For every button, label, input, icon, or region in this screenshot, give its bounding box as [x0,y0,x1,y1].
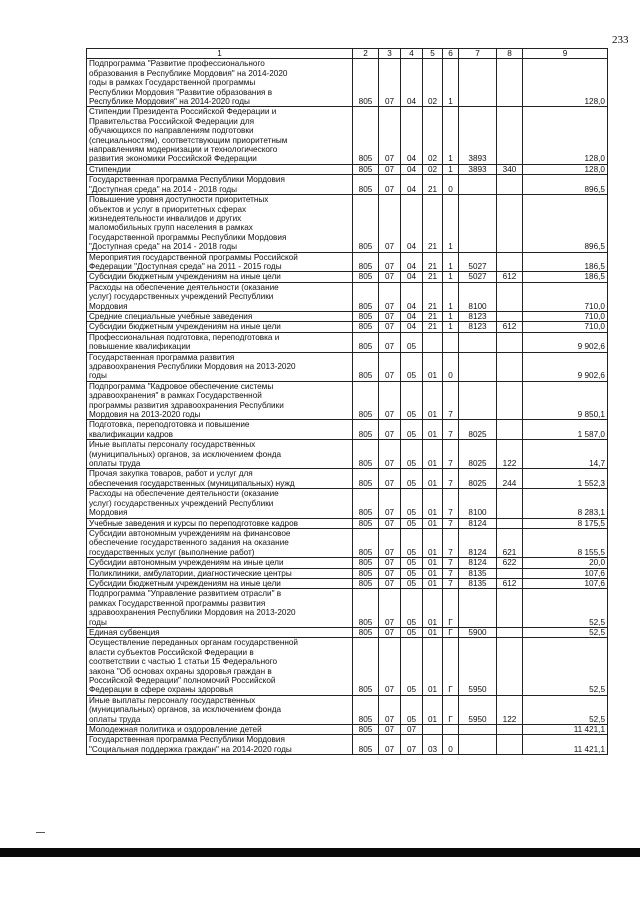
subprogram-code-cell: 7 [443,528,459,557]
column-header-3: 3 [379,49,401,59]
section-code-cell: 07 [379,332,401,352]
subsection-code-cell: 05 [401,332,423,352]
subprogram-code-cell: 1 [443,311,459,321]
subsection-code-cell: 05 [401,489,423,518]
ministry-code-cell: 805 [353,322,379,332]
subsection-code-cell: 05 [401,578,423,588]
target-code-cell [459,175,497,195]
table-row [87,589,608,628]
program-code-cell: 01 [423,518,443,528]
amount-cell: 9 850,1 [523,381,608,420]
subprogram-code-cell: Г [443,627,459,637]
section-code-cell: 07 [379,627,401,637]
amount-cell: 710,0 [523,322,608,332]
target-code-cell: 8100 [459,489,497,518]
expense-type-code-cell [497,282,523,311]
item-name-cell: Осуществление переданных органам государственной власти субъектов Российской Федерации в соответствии с частью 1 статьи 15 Федерального закона "Об основах охраны здоровья граждан в Российской Федерации" полномочий Российской Федерации в сфере охраны здоровья [87,638,353,695]
target-code-cell [459,735,497,755]
amount-cell: 52,5 [523,638,608,695]
amount-cell: 107,6 [523,568,608,578]
ministry-code-cell: 805 [353,725,379,735]
subsection-code-cell: 05 [401,638,423,695]
expense-type-code-cell [497,489,523,518]
ministry-code-cell: 805 [353,638,379,695]
header-row [87,49,608,59]
amount-cell: 20,0 [523,558,608,568]
program-code-cell [423,332,443,352]
amount-cell: 896,5 [523,195,608,252]
item-name-cell: Молодежная политика и оздоровление детей [87,725,353,735]
table-row [87,282,608,311]
section-code-cell: 07 [379,164,401,174]
subprogram-code-cell: 7 [443,568,459,578]
subprogram-code-cell: Г [443,695,459,724]
subprogram-code-cell: 1 [443,195,459,252]
amount-cell: 107,6 [523,578,608,588]
expense-type-code-cell [497,589,523,628]
column-header-6: 6 [443,49,459,59]
subprogram-code-cell: Г [443,638,459,695]
table-row [87,164,608,174]
expense-type-code-cell: 340 [497,164,523,174]
subsection-code-cell: 05 [401,440,423,469]
ministry-code-cell: 805 [353,107,379,164]
target-code-cell: 8025 [459,420,497,440]
section-code-cell: 07 [379,107,401,164]
program-code-cell: 01 [423,469,443,489]
target-code-cell [459,59,497,107]
amount-cell: 52,5 [523,695,608,724]
section-code-cell: 07 [379,735,401,755]
expense-type-code-cell [497,107,523,164]
amount-cell: 52,5 [523,589,608,628]
item-name-cell: Расходы на обеспечение деятельности (оказание услуг) государственных учреждений Республики Мордовия [87,489,353,518]
subprogram-code-cell: 1 [443,59,459,107]
program-code-cell: 01 [423,440,443,469]
item-name-cell: Стипендии Президента Российской Федерации и Правительства Российской Федерации для обучающихся по направлениям подготовки (специальностям), соответствующим приоритетным направлениям модернизации и технологического развития экономики Российской Федерации [87,107,353,164]
program-code-cell: 21 [423,175,443,195]
target-code-cell: 8124 [459,528,497,557]
program-code-cell: 02 [423,107,443,164]
section-code-cell: 07 [379,311,401,321]
program-code-cell: 21 [423,282,443,311]
item-name-cell: Стипендии [87,164,353,174]
column-header-9: 9 [523,49,608,59]
table-row [87,638,608,695]
column-header-4: 4 [401,49,423,59]
expense-type-code-cell: 621 [497,528,523,557]
amount-cell: 128,0 [523,164,608,174]
table-row [87,440,608,469]
program-code-cell: 01 [423,528,443,557]
program-code-cell: 01 [423,352,443,381]
ministry-code-cell: 805 [353,558,379,568]
program-code-cell: 01 [423,558,443,568]
table-row [87,311,608,321]
target-code-cell [459,195,497,252]
subprogram-code-cell: 1 [443,282,459,311]
subsection-code-cell: 07 [401,725,423,735]
section-code-cell: 07 [379,195,401,252]
amount-cell: 9 902,6 [523,332,608,352]
subsection-code-cell: 04 [401,175,423,195]
section-code-cell: 07 [379,420,401,440]
target-code-cell: 5027 [459,252,497,272]
subprogram-code-cell: 0 [443,352,459,381]
table-row [87,558,608,568]
table-row [87,568,608,578]
amount-cell: 8 155,5 [523,528,608,557]
subsection-code-cell: 05 [401,528,423,557]
item-name-cell: Подпрограмма "Развитие профессионального образования в Республике Мордовия" на 2014-2020 годы в рамках Государственной программы Республики Мордовия "Развитие образования в Республике Мордовия" на 2014-2020 годы [87,59,353,107]
expense-type-code-cell: 612 [497,272,523,282]
item-name-cell: Мероприятия государственной программы Российской Федерации "Доступная среда" на 2011 - 2015 годы [87,252,353,272]
ministry-code-cell: 805 [353,332,379,352]
ministry-code-cell: 805 [353,195,379,252]
section-code-cell: 07 [379,695,401,724]
ministry-code-cell: 805 [353,518,379,528]
column-header-8: 8 [497,49,523,59]
budget-table [86,48,608,755]
target-code-cell [459,332,497,352]
target-code-cell: 8025 [459,469,497,489]
subprogram-code-cell [443,332,459,352]
ministry-code-cell: 805 [353,440,379,469]
table-row [87,489,608,518]
table-row [87,59,608,107]
subsection-code-cell: 04 [401,59,423,107]
subsection-code-cell: 04 [401,272,423,282]
subsection-code-cell: 04 [401,107,423,164]
subprogram-code-cell [443,725,459,735]
ministry-code-cell: 805 [353,589,379,628]
amount-cell: 14,7 [523,440,608,469]
expense-type-code-cell [497,568,523,578]
subprogram-code-cell: 1 [443,164,459,174]
expense-type-code-cell [497,518,523,528]
table-row [87,725,608,735]
amount-cell: 128,0 [523,59,608,107]
amount-cell: 11 421,1 [523,735,608,755]
subprogram-code-cell: 7 [443,420,459,440]
section-code-cell: 07 [379,252,401,272]
target-code-cell: 5900 [459,627,497,637]
target-code-cell: 8124 [459,518,497,528]
ministry-code-cell: 805 [353,252,379,272]
table-row [87,381,608,420]
item-name-cell: Подпрограмма "Кадровое обеспечение системы здравоохранения" в рамках Государственной программы развития здравоохранения Республики Мордовия на 2013-2020 годы [87,381,353,420]
scan-mark [36,832,45,833]
table-body [87,59,608,755]
program-code-cell: 01 [423,381,443,420]
section-code-cell: 07 [379,282,401,311]
expense-type-code-cell [497,352,523,381]
program-code-cell: 21 [423,322,443,332]
item-name-cell: Подпрограмма "Управление развитием отрасли" в рамках Государственной программы развития здравоохранения Республики Мордовия на 2013-2020 годы [87,589,353,628]
expense-type-code-cell [497,311,523,321]
item-name-cell: Государственная программа Республики Мордовия "Социальная поддержка граждан" на 2014-2020 годы [87,735,353,755]
item-name-cell: Единая субвенция [87,627,353,637]
target-code-cell [459,725,497,735]
subsection-code-cell: 05 [401,627,423,637]
table-row [87,420,608,440]
program-code-cell: 01 [423,578,443,588]
expense-type-code-cell [497,59,523,107]
target-code-cell: 8135 [459,578,497,588]
expense-type-code-cell [497,725,523,735]
subsection-code-cell: 05 [401,589,423,628]
section-code-cell: 07 [379,469,401,489]
amount-cell: 8 175,5 [523,518,608,528]
item-name-cell: Прочая закупка товаров, работ и услуг для обеспечения государственных (муниципальных) нужд [87,469,353,489]
ministry-code-cell: 805 [353,568,379,578]
subsection-code-cell: 04 [401,164,423,174]
column-header-2: 2 [353,49,379,59]
ministry-code-cell: 805 [353,175,379,195]
expense-type-code-cell: 244 [497,469,523,489]
subprogram-code-cell: 7 [443,440,459,469]
subsection-code-cell: 05 [401,352,423,381]
amount-cell: 896,5 [523,175,608,195]
subprogram-code-cell: 7 [443,518,459,528]
amount-cell: 8 283,1 [523,489,608,518]
subprogram-code-cell: 0 [443,735,459,755]
target-code-cell [459,352,497,381]
expense-type-code-cell [497,735,523,755]
subsection-code-cell: 04 [401,282,423,311]
subsection-code-cell: 07 [401,735,423,755]
table-row [87,175,608,195]
page-number: 233 [612,34,629,46]
program-code-cell: 01 [423,627,443,637]
subprogram-code-cell: Г [443,589,459,628]
amount-cell: 1 587,0 [523,420,608,440]
section-code-cell: 07 [379,528,401,557]
subprogram-code-cell: 0 [443,175,459,195]
amount-cell: 1 552,3 [523,469,608,489]
ministry-code-cell: 805 [353,164,379,174]
section-code-cell: 07 [379,568,401,578]
subprogram-code-cell: 7 [443,469,459,489]
expense-type-code-cell [497,381,523,420]
subsection-code-cell: 04 [401,311,423,321]
expense-type-code-cell [497,175,523,195]
section-code-cell: 07 [379,638,401,695]
target-code-cell [459,589,497,628]
expense-type-code-cell [497,420,523,440]
expense-type-code-cell [497,627,523,637]
table-row [87,107,608,164]
table-row [87,627,608,637]
item-name-cell: Государственная программа развития здравоохранения Республики Мордовия на 2013-2020 годы [87,352,353,381]
section-code-cell: 07 [379,59,401,107]
item-name-cell: Поликлиники, амбулатории, диагностические центры [87,568,353,578]
item-name-cell: Повышение уровня доступности приоритетных объектов и услуг в приоритетных сферах жизнедеятельности инвалидов и других маломобильных групп населения в рамках Государственной программы Республики Мордовия "Доступная среда" на 2014 - 2018 годы [87,195,353,252]
subsection-code-cell: 05 [401,568,423,578]
target-code-cell: 3893 [459,107,497,164]
ministry-code-cell: 805 [353,311,379,321]
subsection-code-cell: 05 [401,469,423,489]
amount-cell: 52,5 [523,627,608,637]
table-row [87,272,608,282]
item-name-cell: Подготовка, переподготовка и повышение квалификации кадров [87,420,353,440]
table-row [87,352,608,381]
item-name-cell: Государственная программа Республики Мордовия "Доступная среда" на 2014 - 2018 годы [87,175,353,195]
target-code-cell: 8135 [459,568,497,578]
program-code-cell: 01 [423,589,443,628]
column-header-5: 5 [423,49,443,59]
expense-type-code-cell: 612 [497,322,523,332]
table-row [87,195,608,252]
subsection-code-cell: 05 [401,558,423,568]
table-row [87,695,608,724]
table-row [87,578,608,588]
expense-type-code-cell: 612 [497,578,523,588]
amount-cell: 11 421,1 [523,725,608,735]
ministry-code-cell: 805 [353,735,379,755]
subsection-code-cell: 05 [401,518,423,528]
expense-type-code-cell [497,638,523,695]
section-code-cell: 07 [379,558,401,568]
item-name-cell: Субсидии бюджетным учреждениям на иные цели [87,578,353,588]
table-row [87,322,608,332]
program-code-cell: 02 [423,59,443,107]
section-code-cell: 07 [379,489,401,518]
section-code-cell: 07 [379,175,401,195]
target-code-cell: 8123 [459,322,497,332]
program-code-cell: 01 [423,489,443,518]
program-code-cell: 21 [423,272,443,282]
target-code-cell: 3893 [459,164,497,174]
section-code-cell: 07 [379,578,401,588]
ministry-code-cell: 805 [353,59,379,107]
ministry-code-cell: 805 [353,489,379,518]
amount-cell: 710,0 [523,311,608,321]
amount-cell: 128,0 [523,107,608,164]
ministry-code-cell: 805 [353,381,379,420]
item-name-cell: Учебные заведения и курсы по переподготовке кадров [87,518,353,528]
amount-cell: 186,5 [523,272,608,282]
section-code-cell: 07 [379,725,401,735]
section-code-cell: 07 [379,352,401,381]
subsection-code-cell: 04 [401,322,423,332]
ministry-code-cell: 805 [353,282,379,311]
ministry-code-cell: 805 [353,352,379,381]
expense-type-code-cell [497,332,523,352]
ministry-code-cell: 805 [353,272,379,282]
program-code-cell: 21 [423,311,443,321]
subprogram-code-cell: 1 [443,252,459,272]
amount-cell: 9 902,6 [523,352,608,381]
ministry-code-cell: 805 [353,578,379,588]
bottom-rule [0,848,640,857]
subprogram-code-cell: 7 [443,558,459,568]
target-code-cell: 8100 [459,282,497,311]
expense-type-code-cell: 122 [497,440,523,469]
subprogram-code-cell: 1 [443,107,459,164]
program-code-cell [423,725,443,735]
subprogram-code-cell: 7 [443,489,459,518]
item-name-cell: Иные выплаты персоналу государственных (муниципальных) органов, за исключением фонда оплаты труда [87,695,353,724]
ministry-code-cell: 805 [353,469,379,489]
target-code-cell: 5950 [459,695,497,724]
target-code-cell: 8123 [459,311,497,321]
table-row [87,469,608,489]
table-row [87,518,608,528]
table-row [87,332,608,352]
item-name-cell: Средние специальные учебные заведения [87,311,353,321]
subsection-code-cell: 05 [401,695,423,724]
column-header-7: 7 [459,49,497,59]
table-row [87,252,608,272]
program-code-cell: 01 [423,638,443,695]
column-header-1: 1 [87,49,353,59]
target-code-cell: 5027 [459,272,497,282]
expense-type-code-cell: 122 [497,695,523,724]
subprogram-code-cell: 1 [443,322,459,332]
subprogram-code-cell: 7 [443,578,459,588]
item-name-cell: Иные выплаты персоналу государственных (муниципальных) органов, за исключением фонда оплаты труда [87,440,353,469]
item-name-cell: Расходы на обеспечение деятельности (оказание услуг) государственных учреждений Республики Мордовия [87,282,353,311]
section-code-cell: 07 [379,272,401,282]
ministry-code-cell: 805 [353,695,379,724]
item-name-cell: Субсидии бюджетным учреждениям на иные цели [87,272,353,282]
section-code-cell: 07 [379,322,401,332]
program-code-cell: 02 [423,164,443,174]
section-code-cell: 07 [379,589,401,628]
item-name-cell: Субсидии бюджетным учреждениям на иные цели [87,322,353,332]
table-row [87,528,608,557]
amount-cell: 186,5 [523,252,608,272]
ministry-code-cell: 805 [353,528,379,557]
section-code-cell: 07 [379,440,401,469]
section-code-cell: 07 [379,381,401,420]
target-code-cell [459,381,497,420]
amount-cell: 710,0 [523,282,608,311]
expense-type-code-cell [497,252,523,272]
subprogram-code-cell: 7 [443,381,459,420]
subsection-code-cell: 05 [401,381,423,420]
item-name-cell: Профессиональная подготовка, переподготовка и повышение квалификации [87,332,353,352]
expense-type-code-cell: 622 [497,558,523,568]
program-code-cell: 21 [423,195,443,252]
subprogram-code-cell: 1 [443,272,459,282]
target-code-cell: 8025 [459,440,497,469]
program-code-cell: 01 [423,695,443,724]
program-code-cell: 21 [423,252,443,272]
program-code-cell: 03 [423,735,443,755]
target-code-cell: 5950 [459,638,497,695]
item-name-cell: Субсидии автономным учреждениям на иные цели [87,558,353,568]
ministry-code-cell: 805 [353,420,379,440]
subsection-code-cell: 04 [401,252,423,272]
program-code-cell: 01 [423,420,443,440]
expense-type-code-cell [497,195,523,252]
program-code-cell: 01 [423,568,443,578]
section-code-cell: 07 [379,518,401,528]
target-code-cell: 8124 [459,558,497,568]
subsection-code-cell: 05 [401,420,423,440]
ministry-code-cell: 805 [353,627,379,637]
subsection-code-cell: 04 [401,195,423,252]
item-name-cell: Субсидии автономным учреждениям на финансовое обеспечение государственного задания на оказание государственных услуг (выполнение работ) [87,528,353,557]
table-row [87,735,608,755]
